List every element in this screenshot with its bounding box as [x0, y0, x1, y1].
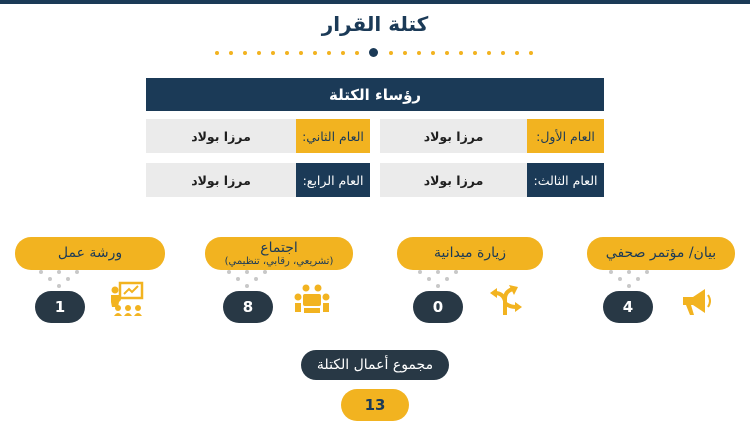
dots-divider — [215, 48, 535, 58]
term-label: العام الثاني: — [296, 119, 370, 153]
activity-count: 8 — [223, 291, 273, 323]
page-title: كتلة القرار — [321, 12, 429, 36]
activity-label: زيارة ميدانية — [433, 245, 507, 261]
activity-sublabel: (تشريعي، رقابي، تنظيمي) — [224, 255, 334, 267]
activity-field-visit — [397, 237, 543, 270]
meeting-icon — [294, 282, 330, 318]
activity-label: بيان/ مؤتمر صحفي — [605, 245, 717, 261]
activity-count: 4 — [603, 291, 653, 323]
activity-count: 1 — [35, 291, 85, 323]
activity-workshop — [15, 237, 165, 270]
hanging-dots — [227, 270, 267, 290]
term-label: العام الثالث: — [527, 163, 604, 197]
term-name: مرزا بولاد — [380, 163, 527, 197]
total-value: 13 — [341, 389, 409, 421]
hanging-dots — [609, 270, 649, 290]
activity-press-statement — [587, 237, 735, 270]
term-label: العام الرابع: — [296, 163, 370, 197]
hanging-dots — [39, 270, 79, 290]
activity-label: اجتماع — [260, 239, 298, 256]
hanging-dots — [418, 270, 458, 290]
activity-count: 0 — [413, 291, 463, 323]
megaphone-icon — [677, 283, 713, 319]
term-row-third — [380, 163, 604, 197]
top-bar — [0, 0, 750, 4]
activity-meeting — [205, 237, 353, 270]
term-row-fourth — [146, 163, 370, 197]
term-row-second — [146, 119, 370, 153]
term-label: العام الأول: — [527, 119, 604, 153]
term-name: مرزا بولاد — [146, 119, 296, 153]
workshop-icon — [108, 281, 144, 317]
total-label: مجموع أعمال الكتلة — [301, 350, 449, 380]
direction-arrows-icon — [487, 281, 523, 317]
term-name: مرزا بولاد — [380, 119, 527, 153]
heads-header: رؤساء الكتلة — [146, 78, 604, 111]
term-row-first — [380, 119, 604, 153]
activity-label: ورشة عمل — [57, 245, 123, 261]
term-name: مرزا بولاد — [146, 163, 296, 197]
